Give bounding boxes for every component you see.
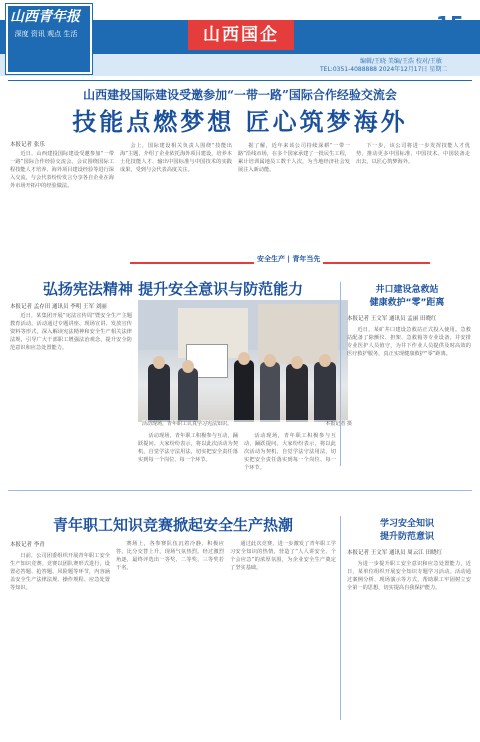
- masthead-logo: 山西青年报: [10, 9, 80, 25]
- side-article2-byline: 本报记者 王文军 通讯员 周云江 田晓红: [347, 550, 442, 556]
- article1-col4: 下一步，该公司将进一步发挥技能人才优势，推动更多中国标准、中国技术、中国装备走出去，以匠心筑梦海外。: [356, 143, 470, 165]
- side-article2: [340, 516, 473, 720]
- side-article2-title: 学习安全知识 提升防范意识: [379, 519, 434, 542]
- article1-kicker: 山西建投国际建设受邀参加“一带一路”国际合作经验交流会: [83, 88, 397, 102]
- side-article1: [340, 282, 473, 466]
- photo-credit: 本报记者 摄: [325, 421, 352, 427]
- header-divider: [8, 80, 472, 81]
- article2-col1: 近日，某集团开展“宪法宣传周”暨安全生产主题教育活动。活动通过专题讲座、现场宣讲、发放宣传资料等形式，深入解读宪法精神和安全生产相关法律法规，引导广大干部职工增强法治观念，提升安全防范意识和应急处置能力。: [10, 313, 132, 351]
- article3-title: 青年职工知识竞赛掀起安全生产热潮: [52, 516, 293, 534]
- edition-tagline: 深度 资讯 观点 生活: [14, 30, 78, 38]
- article1-title: 技能点燃梦想 匠心筑梦海外: [72, 108, 408, 136]
- photo-caption-text: 活动现场，青年职工认真学习宪法知识。: [142, 421, 233, 427]
- article2-photo-caption: [142, 420, 352, 427]
- article3-col3: 通过此次竞赛，进一步激发了青年职工学习安全知识的热情，营造了“人人讲安全、个个会应急”的浓厚氛围，为企业安全生产奠定了坚实基础。: [230, 541, 336, 571]
- header-meta-date: TEL:0351-4088888 2024年12月17日 星期二: [320, 66, 448, 73]
- article2-photo: [138, 300, 348, 422]
- article1-col3: 据了解，近年来该公司持续深耕“一带一路”沿线市场，在多个国家承建了一批民生工程，累计培训属地员工数千人次，为当地经济社会发展注入新动能。: [238, 143, 350, 173]
- side-article2-body: 为进一步提升职工安全意识和应急处置能力，近日，某单位组织开展安全知识专题学习活动。活动通过案例分析、现场演示等方式，帮助职工牢固树立安全第一的思想，切实提高自我保护能力。: [347, 561, 471, 591]
- article1-byline: 本报记者 张乐: [10, 142, 45, 148]
- article3-byline: 本报记者 李青: [10, 542, 45, 548]
- side-article1-body: 近日，某矿井口建设急救站正式投入使用。急救站配备了除颤仪、担架、急救箱等专业设备，并安排专业医护人员值守，为井下作业人员提供及时高效的医疗救护服务，真正实现健康救护“零”距离。: [347, 327, 471, 357]
- section-title: 山西国企: [188, 20, 294, 50]
- section-banner: 安全生产 | 青年当先: [254, 254, 323, 264]
- section-divider: [8, 490, 472, 491]
- article2-col2: 活动现场，青年职工积极参与互动，踊跃提问。大家纷纷表示，将以此次活动为契机，自觉学法守法用法，切实把安全责任落实到每一个岗位、每一个环节。: [138, 433, 238, 463]
- article3-col1: 日前，公司团委组织开展青年职工安全生产知识竞赛。竞赛以团队赛形式进行，设置必答题、抢答题、风险题等环节，内容涵盖安全生产法律法规、操作规程、应急处置等知识。: [10, 553, 110, 591]
- article1-col2: 会上，国际建设相关负责人围绕“技能出海”主题，介绍了企业依托海外项目建设，培养本土化技能人才、输出中国标准与中国技术的实践成果，受到与会代表高度关注。: [120, 143, 232, 173]
- header-meta-editors: 编辑/王晓 美编/王浩 校对/王敏: [360, 58, 442, 65]
- side-article1-title: 井口建设急救站 健康救护“零”距离: [369, 285, 445, 308]
- article3-col2: 赛场上，各参赛队伍沉着冷静、积极应答，比分交替上升，现场气氛热烈。经过激烈角逐，最终评选出一等奖、二等奖、三等奖若干名。: [116, 541, 224, 571]
- article2-col3: 活动现场，青年职工积极参与互动，踊跃提问。大家纷纷表示，将以此次活动为契机，自觉学法守法用法，切实把安全责任落实到每一个岗位、每一个环节。: [244, 433, 336, 471]
- article2-byline: 本报记者 孟存田 通讯员 李明 王军 刘丽: [10, 304, 107, 310]
- side-article1-byline: 本报记者 王文军 通讯员 孟丽 田晓红: [347, 316, 437, 322]
- article1-col1: 近日，山西建投国际建设受邀参加“一带一路”国际合作经验交流会。会议围绕国际工程技能人才培养、海外项目建设经验等进行深入交流，与会代表纷纷发言分享各自企业在海外市场开拓中的经验做法。: [10, 151, 114, 189]
- article2-title: 弘扬宪法精神 提升安全意识与防范能力: [42, 280, 304, 298]
- page-number: 15: [436, 12, 464, 36]
